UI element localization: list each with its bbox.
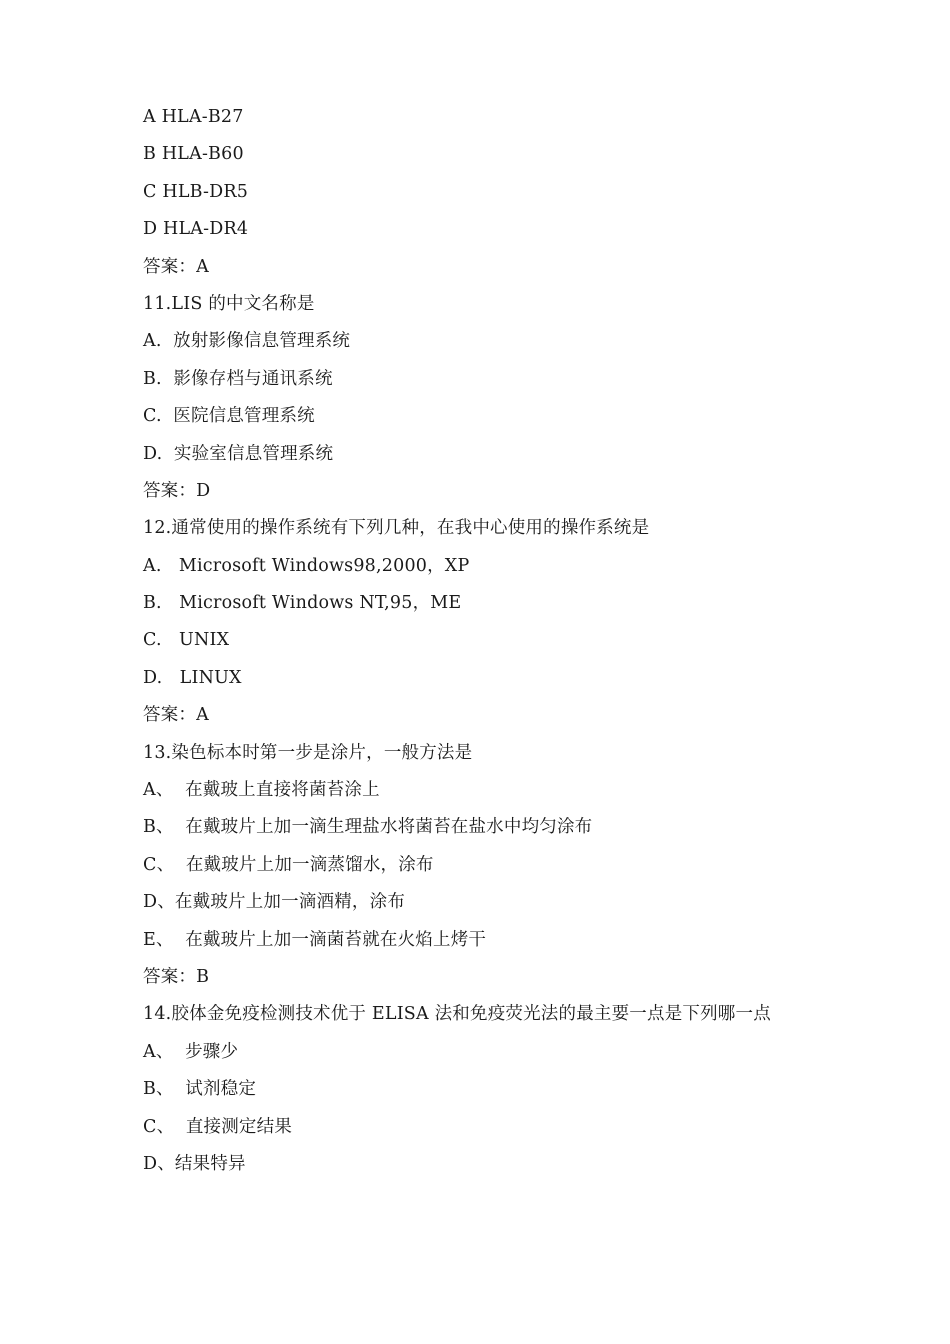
option-line: B. 影像存档与通讯系统	[143, 368, 333, 389]
option-line: E、 在戴玻片上加一滴菌苔就在火焰上烤干	[143, 929, 487, 950]
option-line: D. 实验室信息管理系统	[143, 443, 334, 464]
option-line: C. 医院信息管理系统	[143, 406, 315, 427]
option-line: B HLA-B60	[143, 144, 244, 165]
option-line: B、 试剂稳定	[143, 1079, 257, 1100]
answer-line: 答案：D	[143, 480, 211, 501]
document-body	[143, 99, 863, 1183]
option-line: D. LINUX	[143, 667, 242, 688]
option-line: C、 直接测定结果	[143, 1116, 293, 1137]
option-line: D HLA-DR4	[143, 219, 249, 240]
question-line: 12.通常使用的操作系统有下列几种，在我中心使用的操作系统是	[143, 518, 650, 539]
answer-line: 答案：A	[143, 705, 209, 726]
option-line: C HLB-DR5	[143, 181, 249, 202]
answer-line: 答案：B	[143, 966, 210, 987]
option-line: C、 在戴玻片上加一滴蒸馏水，涂布	[143, 854, 434, 875]
option-line: C. UNIX	[143, 630, 230, 651]
option-line: A HLA-B27	[143, 107, 244, 127]
option-line: D、在戴玻片上加一滴酒精，涂布	[143, 892, 406, 913]
option-line: B、 在戴玻片上加一滴生理盐水将菌苔在盐水中均匀涂布	[143, 817, 593, 838]
option-line: A. 放射影像信息管理系统	[143, 331, 351, 352]
answer-line: 答案：A	[143, 256, 209, 277]
question-line: 13.染色标本时第一步是涂片，一般方法是	[143, 742, 473, 763]
option-line: A、 在戴玻上直接将菌苔涂上	[143, 780, 380, 801]
option-line: B. Microsoft Windows NT,95，ME	[143, 593, 462, 614]
question-line: 14.胶体金免疫检测技术优于 ELISA 法和免疫荧光法的最主要一点是下列哪一点	[143, 1004, 771, 1025]
option-line: A、 步骤少	[143, 1041, 239, 1062]
question-line: 11.LIS 的中文名称是	[143, 293, 315, 314]
option-line: D、结果特异	[143, 1153, 246, 1174]
option-line: A. Microsoft Windows98,2000，XP	[143, 555, 470, 576]
